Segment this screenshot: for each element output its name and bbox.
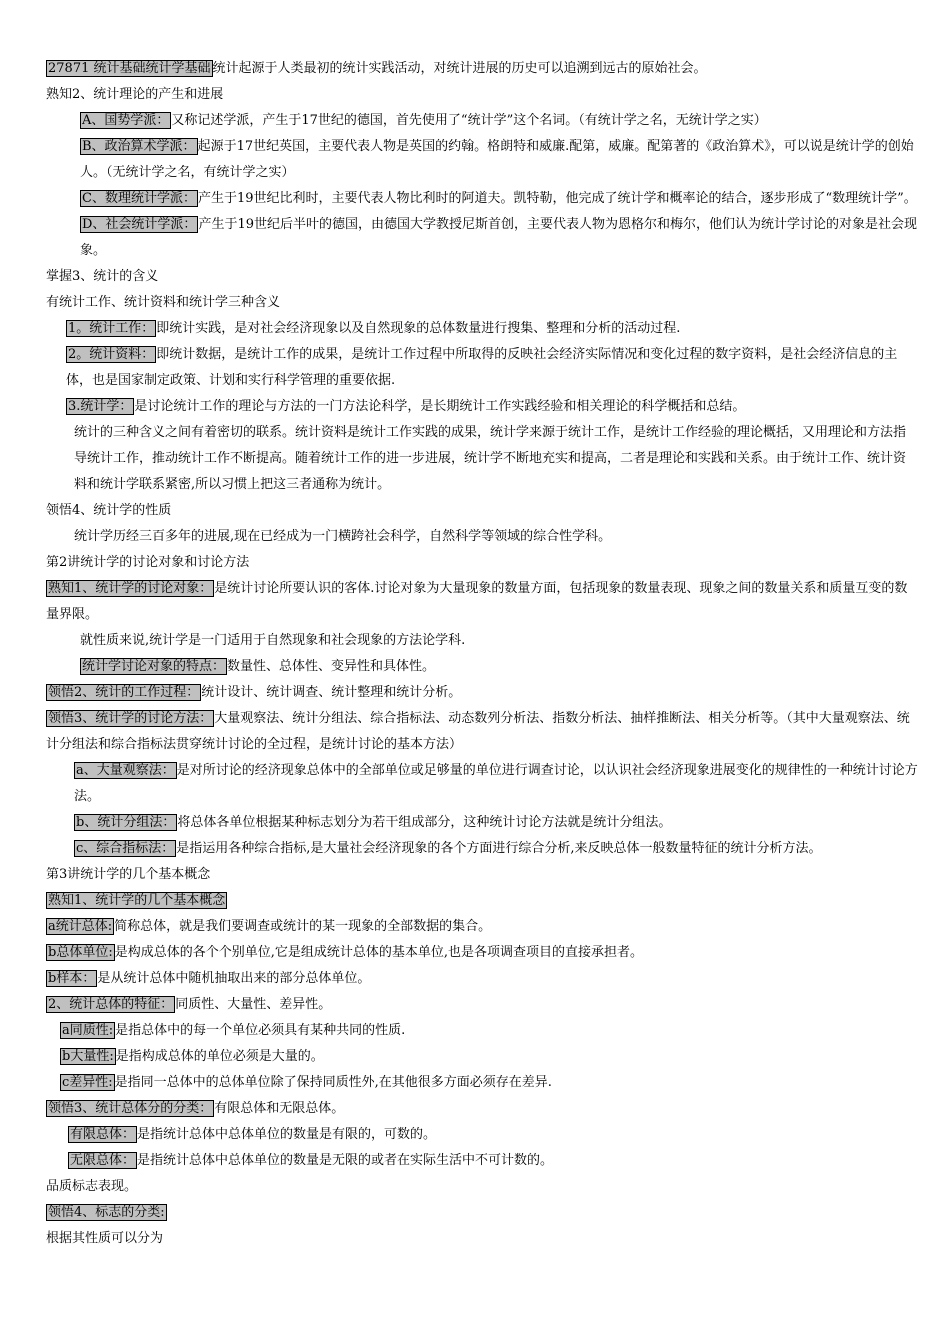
paragraph <box>46 992 918 1018</box>
paragraph <box>46 1174 918 1200</box>
paragraph-text: 即统计数据，是统计工作的成果，是统计工作过程中所取得的反映社会经济实际情况和变化过程的数字资料，是社会经济信息的主体，也是国家制定政策、计划和实行科学管理的重要依据. <box>66 347 898 388</box>
paragraph-text: 是指总体中的每一个单位必须具有某种共同的性质. <box>115 1023 406 1038</box>
paragraph <box>46 914 918 940</box>
paragraph-text: 同质性、大量性、差异性。 <box>175 997 332 1012</box>
paragraph <box>46 862 918 888</box>
paragraph <box>46 758 918 810</box>
paragraph-text: 就性质来说,统计学是一门适用于自然现象和社会现象的方法论学科. <box>80 633 466 648</box>
paragraph-text: 又称记述学派，产生于17世纪的德国，首先使用了“统计学”这个名词。（有统计学之名，无统计学之实） <box>171 113 767 128</box>
paragraph <box>46 836 918 862</box>
paragraph-text: 即统计实践，是对社会经济现象以及自然现象的总体数量进行搜集、整理和分析的活动过程. <box>156 321 681 336</box>
highlighted-term: 27871 统计基础统计学基础 <box>48 61 211 76</box>
highlighted-term: 有限总体： <box>70 1127 136 1142</box>
highlighted-term: b样本： <box>48 971 96 986</box>
highlighted-term: 2、统计总体的特征： <box>48 997 174 1012</box>
paragraph <box>46 576 918 628</box>
paragraph <box>46 264 918 290</box>
paragraph <box>46 524 918 550</box>
paragraph <box>46 82 918 108</box>
paragraph <box>46 498 918 524</box>
paragraph-text: 起源于17世纪英国，主要代表人物是英国的约翰。格朗特和威廉.配第，威廉。配第著的《政治算术》，可以说是统计学的创始人。（无统计学之名，有统计学之实） <box>80 139 914 180</box>
document-body <box>46 56 918 1252</box>
paragraph-text: 是指构成总体的单位必须是大量的。 <box>115 1049 324 1064</box>
paragraph-text: 统计起源于人类最初的统计实践活动，对统计进展的历史可以追溯到远古的原始社会。 <box>212 61 707 76</box>
paragraph-text: 统计学历经三百多年的进展,现在已经成为一门横跨社会科学，自然科学等领域的综合性学科。 <box>74 529 612 544</box>
highlighted-term: a同质性: <box>62 1023 114 1038</box>
paragraph <box>46 108 918 134</box>
highlighted-term: 熟知1、统计学的几个基本概念 <box>48 893 226 908</box>
paragraph-text: 是指统计总体中总体单位的数量是无限的或者在实际生活中不可计数的。 <box>137 1153 554 1168</box>
paragraph-text: 品质标志表现。 <box>46 1179 138 1194</box>
paragraph-text: 是指运用各种综合指标,是大量社会经济现象的各个方面进行综合分析,来反映总体一般数量特征的统计分析方法。 <box>176 841 822 856</box>
paragraph-text: 第2讲统计学的讨论对象和讨论方法 <box>46 555 250 570</box>
paragraph <box>46 290 918 316</box>
highlighted-term: B、政治算术学派： <box>82 139 196 154</box>
paragraph <box>46 212 918 264</box>
highlighted-term: b总体单位: <box>48 945 113 960</box>
paragraph <box>46 1200 918 1226</box>
highlighted-term: A、国势学派： <box>82 113 170 128</box>
highlighted-term: 3.统计学： <box>68 399 133 414</box>
paragraph <box>46 940 918 966</box>
paragraph-text: 根据其性质可以分为 <box>46 1231 164 1246</box>
paragraph-text: 统计设计、统计调查、统计整理和统计分析。 <box>201 685 462 700</box>
paragraph <box>46 1148 918 1174</box>
highlighted-term: 领悟2、统计的工作过程： <box>48 685 200 700</box>
paragraph <box>46 1018 918 1044</box>
highlighted-term: 1。统计工作： <box>68 321 155 336</box>
paragraph <box>46 1096 918 1122</box>
paragraph <box>46 810 918 836</box>
highlighted-term: 领悟4、标志的分类: <box>48 1205 165 1220</box>
paragraph-text: 数量性、总体性、变异性和具体性。 <box>227 659 436 674</box>
paragraph <box>46 1226 918 1252</box>
highlighted-term: 无限总体： <box>70 1153 136 1168</box>
highlighted-term: 统计学讨论对象的特点： <box>82 659 226 674</box>
paragraph-text: 是对所讨论的经济现象总体中的全部单位或足够量的单位进行调查讨论，以认识社会经济现象进展变化的规律性的一种统计讨论方法。 <box>74 763 918 804</box>
paragraph <box>46 550 918 576</box>
highlighted-term: D、社会统计学派： <box>82 217 197 232</box>
paragraph <box>46 1044 918 1070</box>
paragraph <box>46 342 918 394</box>
paragraph-text: 是讨论统计工作的理论与方法的一门方法论科学，是长期统计工作实践经验和相关理论的科学概括和总结。 <box>134 399 746 414</box>
paragraph <box>46 186 918 212</box>
highlighted-term: 2。统计资料： <box>68 347 155 362</box>
paragraph <box>46 134 918 186</box>
paragraph <box>46 1122 918 1148</box>
paragraph-text: 产生于19世纪后半叶的德国，由德国大学教授尼斯首创，主要代表人物为恩格尔和梅尔，他们认为统计学讨论的对象是社会现象。 <box>80 217 917 258</box>
paragraph-text: 是从统计总体中随机抽取出来的部分总体单位。 <box>97 971 371 986</box>
highlighted-term: c、综合指标法： <box>76 841 175 856</box>
paragraph-text: 将总体各单位根据某种标志划分为若干组成部分，这种统计讨论方法就是统计分组法。 <box>177 815 672 830</box>
paragraph-text: 统计的三种含义之间有着密切的联系。统计资料是统计工作实践的成果，统计学来源于统计工作，是统计工作经验的理论概括，又用理论和方法指导统计工作，推动统计工作不断提高。随着统计工作的进一步进展，统计学不断地充实和提高，二者是理论和实践和关系。由于统计工作、统计资料和统计学联系紧密,所以习惯上把这三者通称为统计。 <box>74 425 907 492</box>
highlighted-term: 熟知1、统计学的讨论对象： <box>48 581 213 596</box>
paragraph-text: 简称总体，就是我们要调查或统计的某一现象的全部数据的集合。 <box>114 919 492 934</box>
highlighted-term: a、大量观察法： <box>76 763 175 778</box>
paragraph-text: 是统计讨论所要认识的客体.讨论对象为大量现象的数量方面，包括现象的数量表现、现象之间的数量关系和质量互变的数量界限。 <box>46 581 908 622</box>
paragraph-text: 是构成总体的各个个别单位,它是组成统计总体的基本单位,也是各项调查项目的直接承担者。 <box>114 945 643 960</box>
paragraph <box>46 1070 918 1096</box>
paragraph-text: 熟知2、统计理论的产生和进展 <box>46 87 224 102</box>
paragraph-text: 有限总体和无限总体。 <box>214 1101 345 1116</box>
paragraph-text: 产生于19世纪比利时，主要代表人物比利时的阿道夫。凯特勒，他完成了统计学和概率论的结合，逐步形成了“数理统计学”。 <box>197 191 917 206</box>
paragraph <box>46 706 918 758</box>
paragraph <box>46 420 918 498</box>
paragraph-text: 是指同一总体中的总体单位除了保持同质性外,在其他很多方面必须存在差异. <box>114 1075 552 1090</box>
paragraph-text: 第3讲统计学的几个基本概念 <box>46 867 211 882</box>
paragraph <box>46 394 918 420</box>
paragraph <box>46 628 918 654</box>
paragraph <box>46 654 918 680</box>
paragraph-text: 领悟4、统计学的性质 <box>46 503 172 518</box>
paragraph-text: 有统计工作、统计资料和统计学三种含义 <box>46 295 281 310</box>
paragraph <box>46 56 918 82</box>
highlighted-term: 领悟3、统计总体分的分类： <box>48 1101 213 1116</box>
paragraph <box>46 680 918 706</box>
paragraph-text: 大量观察法、统计分组法、综合指标法、动态数列分析法、指数分析法、抽样推断法、相关分析等。（其中大量观察法、统计分组法和综合指标法贯穿统计讨论的全过程，是统计讨论的基本方法） <box>46 711 910 752</box>
highlighted-term: c差异性: <box>62 1075 113 1090</box>
paragraph <box>46 316 918 342</box>
highlighted-term: C、数理统计学派： <box>82 191 196 206</box>
paragraph-text: 掌握3、统计的含义 <box>46 269 159 284</box>
highlighted-term: b大量性: <box>62 1049 114 1064</box>
highlighted-term: b、统计分组法： <box>76 815 176 830</box>
paragraph-text: 是指统计总体中总体单位的数量是有限的，可数的。 <box>137 1127 437 1142</box>
highlighted-term: a统计总体: <box>48 919 113 934</box>
paragraph <box>46 966 918 992</box>
highlighted-term: 领悟3、统计学的讨论方法： <box>48 711 213 726</box>
paragraph <box>46 888 918 914</box>
